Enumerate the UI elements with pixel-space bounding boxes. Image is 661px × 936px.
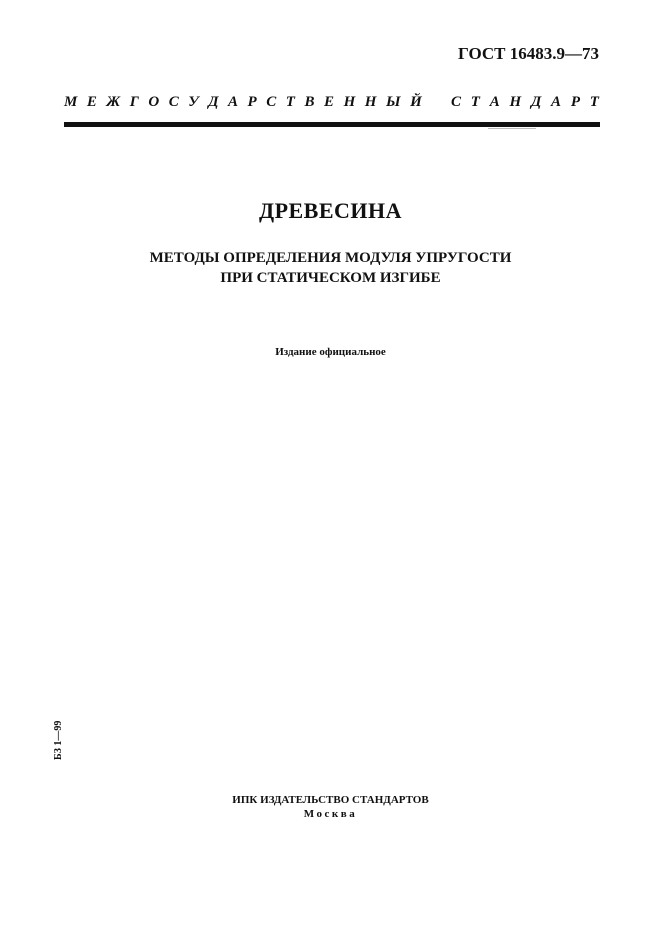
page-subtitle [0, 248, 661, 288]
heading-letter: Д [208, 94, 219, 110]
subtitle-line-1: МЕТОДЫ ОПРЕДЕЛЕНИЯ МОДУЛЯ УПРУГОСТИ [149, 250, 512, 266]
heading-letter: А [489, 94, 500, 110]
gost-number: ГОСТ 16483.9—73 [458, 44, 599, 63]
heading-letter: У [188, 94, 199, 110]
standard-type-word-interstate [64, 94, 422, 111]
side-code [52, 720, 68, 760]
heading-letter: Й [410, 94, 422, 110]
heading-letter: С [168, 94, 179, 110]
heading-letter: Н [364, 94, 377, 110]
page-title: ДРЕВЕСИНА [258, 198, 403, 223]
publisher-city: Москва [303, 808, 358, 820]
heading-letter: А [228, 94, 239, 110]
heading-letter: Н [509, 94, 522, 110]
subtitle-line-2: ПРИ СТАТИЧЕСКОМ ИЗГИБЕ [220, 270, 441, 286]
heading-letter: Т [589, 94, 599, 110]
side-code-text: БЗ 1—99 [53, 720, 64, 760]
publisher-block [0, 793, 661, 821]
heading-letter: Е [324, 94, 335, 110]
heading-letter: О [148, 94, 160, 110]
header-rule [64, 122, 600, 127]
heading-letter: Р [570, 94, 580, 110]
heading-letter: Д [531, 94, 542, 110]
heading-letter: Ж [106, 94, 121, 110]
publisher-name: ИПК ИЗДАТЕЛЬСТВО СТАНДАРТОВ [232, 794, 429, 806]
heading-letter: Н [343, 94, 356, 110]
edition-label: Издание официальное [275, 346, 386, 358]
heading-letter: Т [285, 94, 295, 110]
standard-type-word-standard [451, 94, 599, 111]
heading-letter: Е [86, 94, 97, 110]
heading-letter: М [64, 94, 78, 110]
heading-letter: С [266, 94, 277, 110]
heading-letter: Р [247, 94, 257, 110]
standard-type-heading [64, 94, 599, 111]
heading-letter: Ы [386, 94, 401, 110]
heading-letter: Т [470, 94, 480, 110]
header-rule-mark [488, 128, 536, 129]
heading-letter: Г [129, 94, 139, 110]
heading-letter: А [551, 94, 562, 110]
heading-letter: В [304, 94, 315, 110]
heading-letter: С [451, 94, 462, 110]
